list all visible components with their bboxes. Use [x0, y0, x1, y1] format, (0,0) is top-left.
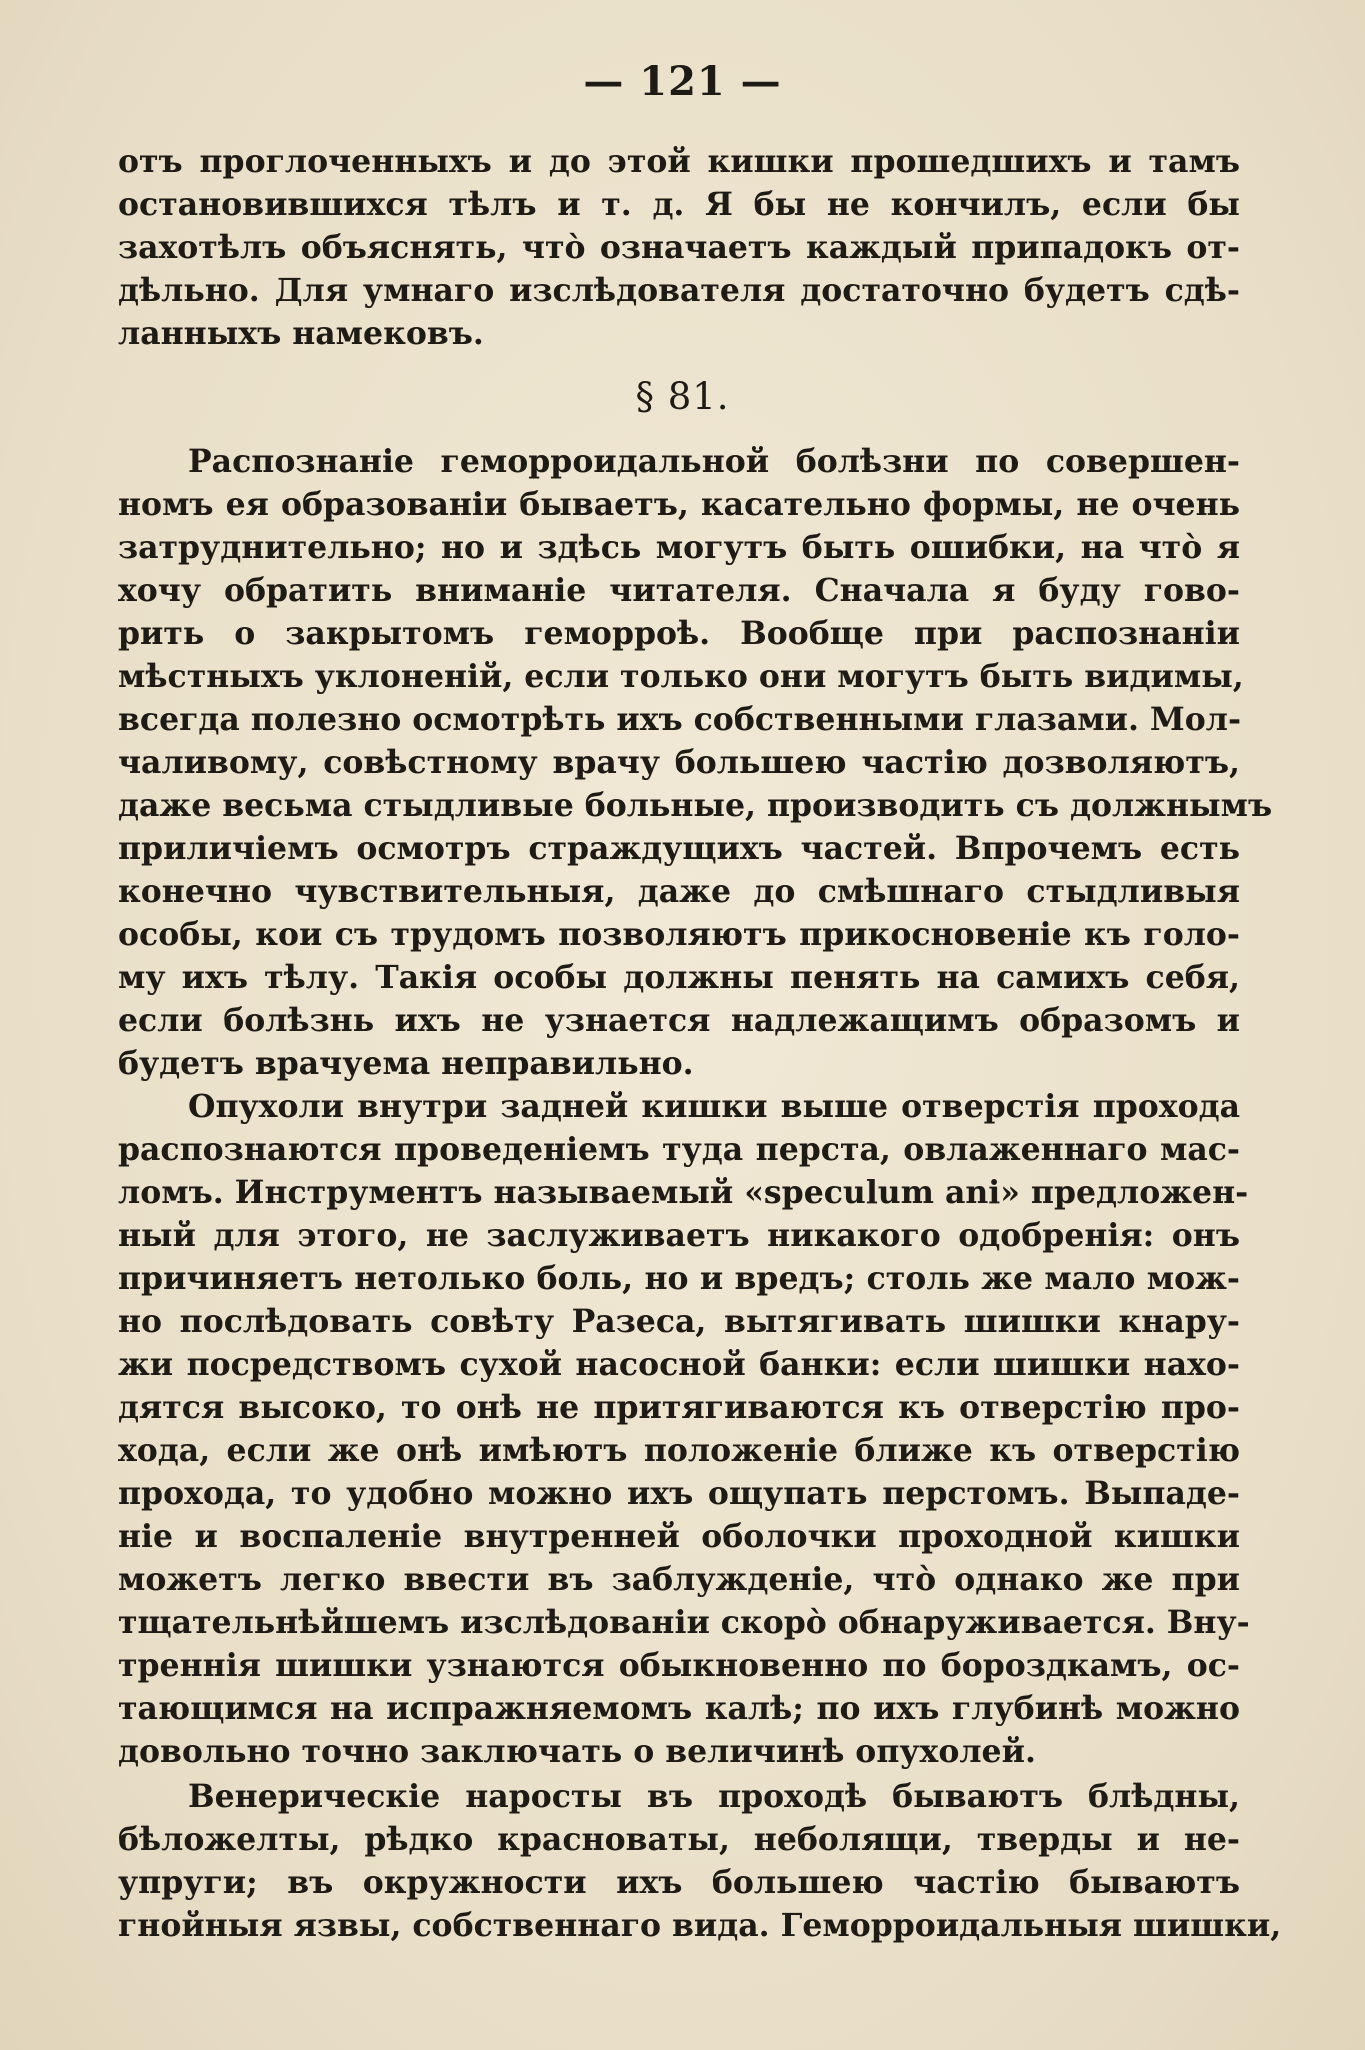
- text-line: даже весьма стыдливые больные, производить съ должнымъ: [118, 787, 1273, 824]
- text-line: затруднительно; но и здѣсь могутъ быть ошибки, на что̀ я: [118, 529, 1240, 566]
- text-line: чаливому, совѣстному врачу большею частію дозволяютъ,: [118, 744, 1240, 781]
- text-line: отъ проглоченныхъ и до этой кишки прошедшихъ и тамъ: [118, 143, 1240, 180]
- intro-paragraph: [118, 140, 1240, 355]
- text-line: му ихъ тѣлу. Такія особы должны пенять на самихъ себя,: [118, 959, 1240, 996]
- text-line: прохода, то удобно можно ихъ ощупать перстомъ. Выпаде-: [118, 1475, 1240, 1512]
- text-line: будетъ врачуема неправильно.: [118, 1045, 694, 1082]
- text-line: особы, кои съ трудомъ позволяютъ прикосновеніе къ голо-: [118, 916, 1240, 953]
- paragraph-2: [118, 1085, 1250, 1773]
- text-line: гнойныя язвы, собственнаго вида. Геморроидальныя шишки,: [118, 1907, 1282, 1944]
- text-line: конечно чувствительныя, даже до смѣшнаго стыдливыя: [118, 873, 1240, 910]
- text-line: жи посредствомъ сухой насосной банки: если шишки нахо-: [118, 1346, 1240, 1383]
- text-line: дятся высоко, то онѣ не притягиваются къ отверстію про-: [118, 1389, 1240, 1426]
- text-line: приличіемъ осмотръ страждущихъ частей. Впрочемъ есть: [118, 830, 1240, 867]
- paragraph-3: [118, 1775, 1282, 1947]
- text-line: мѣстныхъ уклоненій, если только они могутъ быть видимы,: [118, 658, 1244, 695]
- text-line: всегда полезно осмотрѣть ихъ собственными глазами. Мол-: [118, 701, 1242, 738]
- text-line: ный для этого, не заслуживаетъ никакого одобренія: онъ: [118, 1217, 1240, 1254]
- text-line: хода, если же онѣ имѣютъ положеніе ближе къ отверстію: [118, 1432, 1240, 1469]
- text-line: номъ ея образованіи бываетъ, касательно формы, не очень: [118, 486, 1240, 523]
- text-line: распознаются проведеніемъ туда перста, овлаженнаго мас-: [118, 1131, 1240, 1168]
- text-line: хочу обратить вниманіе читателя. Сначала я буду гово-: [118, 572, 1240, 609]
- text-line: треннія шишки узнаются обыкновенно по бороздкамъ, ос-: [118, 1647, 1240, 1684]
- text-line: ланныхъ намековъ.: [118, 315, 484, 352]
- text-line: ніе и воспаленіе внутренней оболочки проходной кишки: [118, 1518, 1240, 1555]
- text-line: тщательнѣйшемъ изслѣдованіи скоро̀ обнаруживается. Вну-: [118, 1604, 1250, 1641]
- section-heading: § 81.: [635, 375, 730, 418]
- text-line: захотѣлъ объяснять, что̀ означаетъ каждый припадокъ от-: [118, 229, 1240, 266]
- text-line: дѣльно. Для умнаго изслѣдователя достаточно будетъ сдѣ-: [118, 272, 1240, 309]
- text-line: Венерическіе наросты въ проходѣ бываютъ блѣдны,: [188, 1778, 1240, 1815]
- text-line: рить о закрытомъ геморроѣ. Вообще при распознаніи: [118, 615, 1240, 652]
- text-line: бѣложелты, рѣдко красноваты, неболящи, тверды и не-: [118, 1821, 1240, 1858]
- text-line: довольно точно заключать о величинѣ опухолей.: [118, 1733, 1036, 1770]
- text-line: но послѣдовать совѣту Разеса, вытягивать шишки кнару-: [118, 1303, 1240, 1340]
- text-line: можетъ легко ввести въ заблужденіе, что̀ однако же при: [118, 1561, 1240, 1598]
- text-line: Распознаніе геморроидальной болѣзни по совершен-: [188, 443, 1240, 480]
- text-line: если болѣзнь ихъ не узнается надлежащимъ образомъ и: [118, 1002, 1240, 1039]
- text-line: упруги; въ окружности ихъ большею частію бываютъ: [118, 1864, 1240, 1901]
- text-line: причиняетъ нетолько боль, но и вредъ; столь же мало мож-: [118, 1260, 1240, 1297]
- text-line: тающимся на испражняемомъ калѣ; по ихъ глубинѣ можно: [118, 1690, 1240, 1727]
- paragraph-1: [118, 440, 1273, 1085]
- text-line: Опухоли внутри задней кишки выше отверстія прохода: [188, 1088, 1240, 1125]
- text-line: остановившихся тѣлъ и т. д. Я бы не кончилъ, если бы: [118, 186, 1240, 223]
- page-number: — 121 —: [583, 58, 782, 105]
- text-line: ломъ. Инструментъ называемый «speculum ani» предложен-: [118, 1174, 1249, 1211]
